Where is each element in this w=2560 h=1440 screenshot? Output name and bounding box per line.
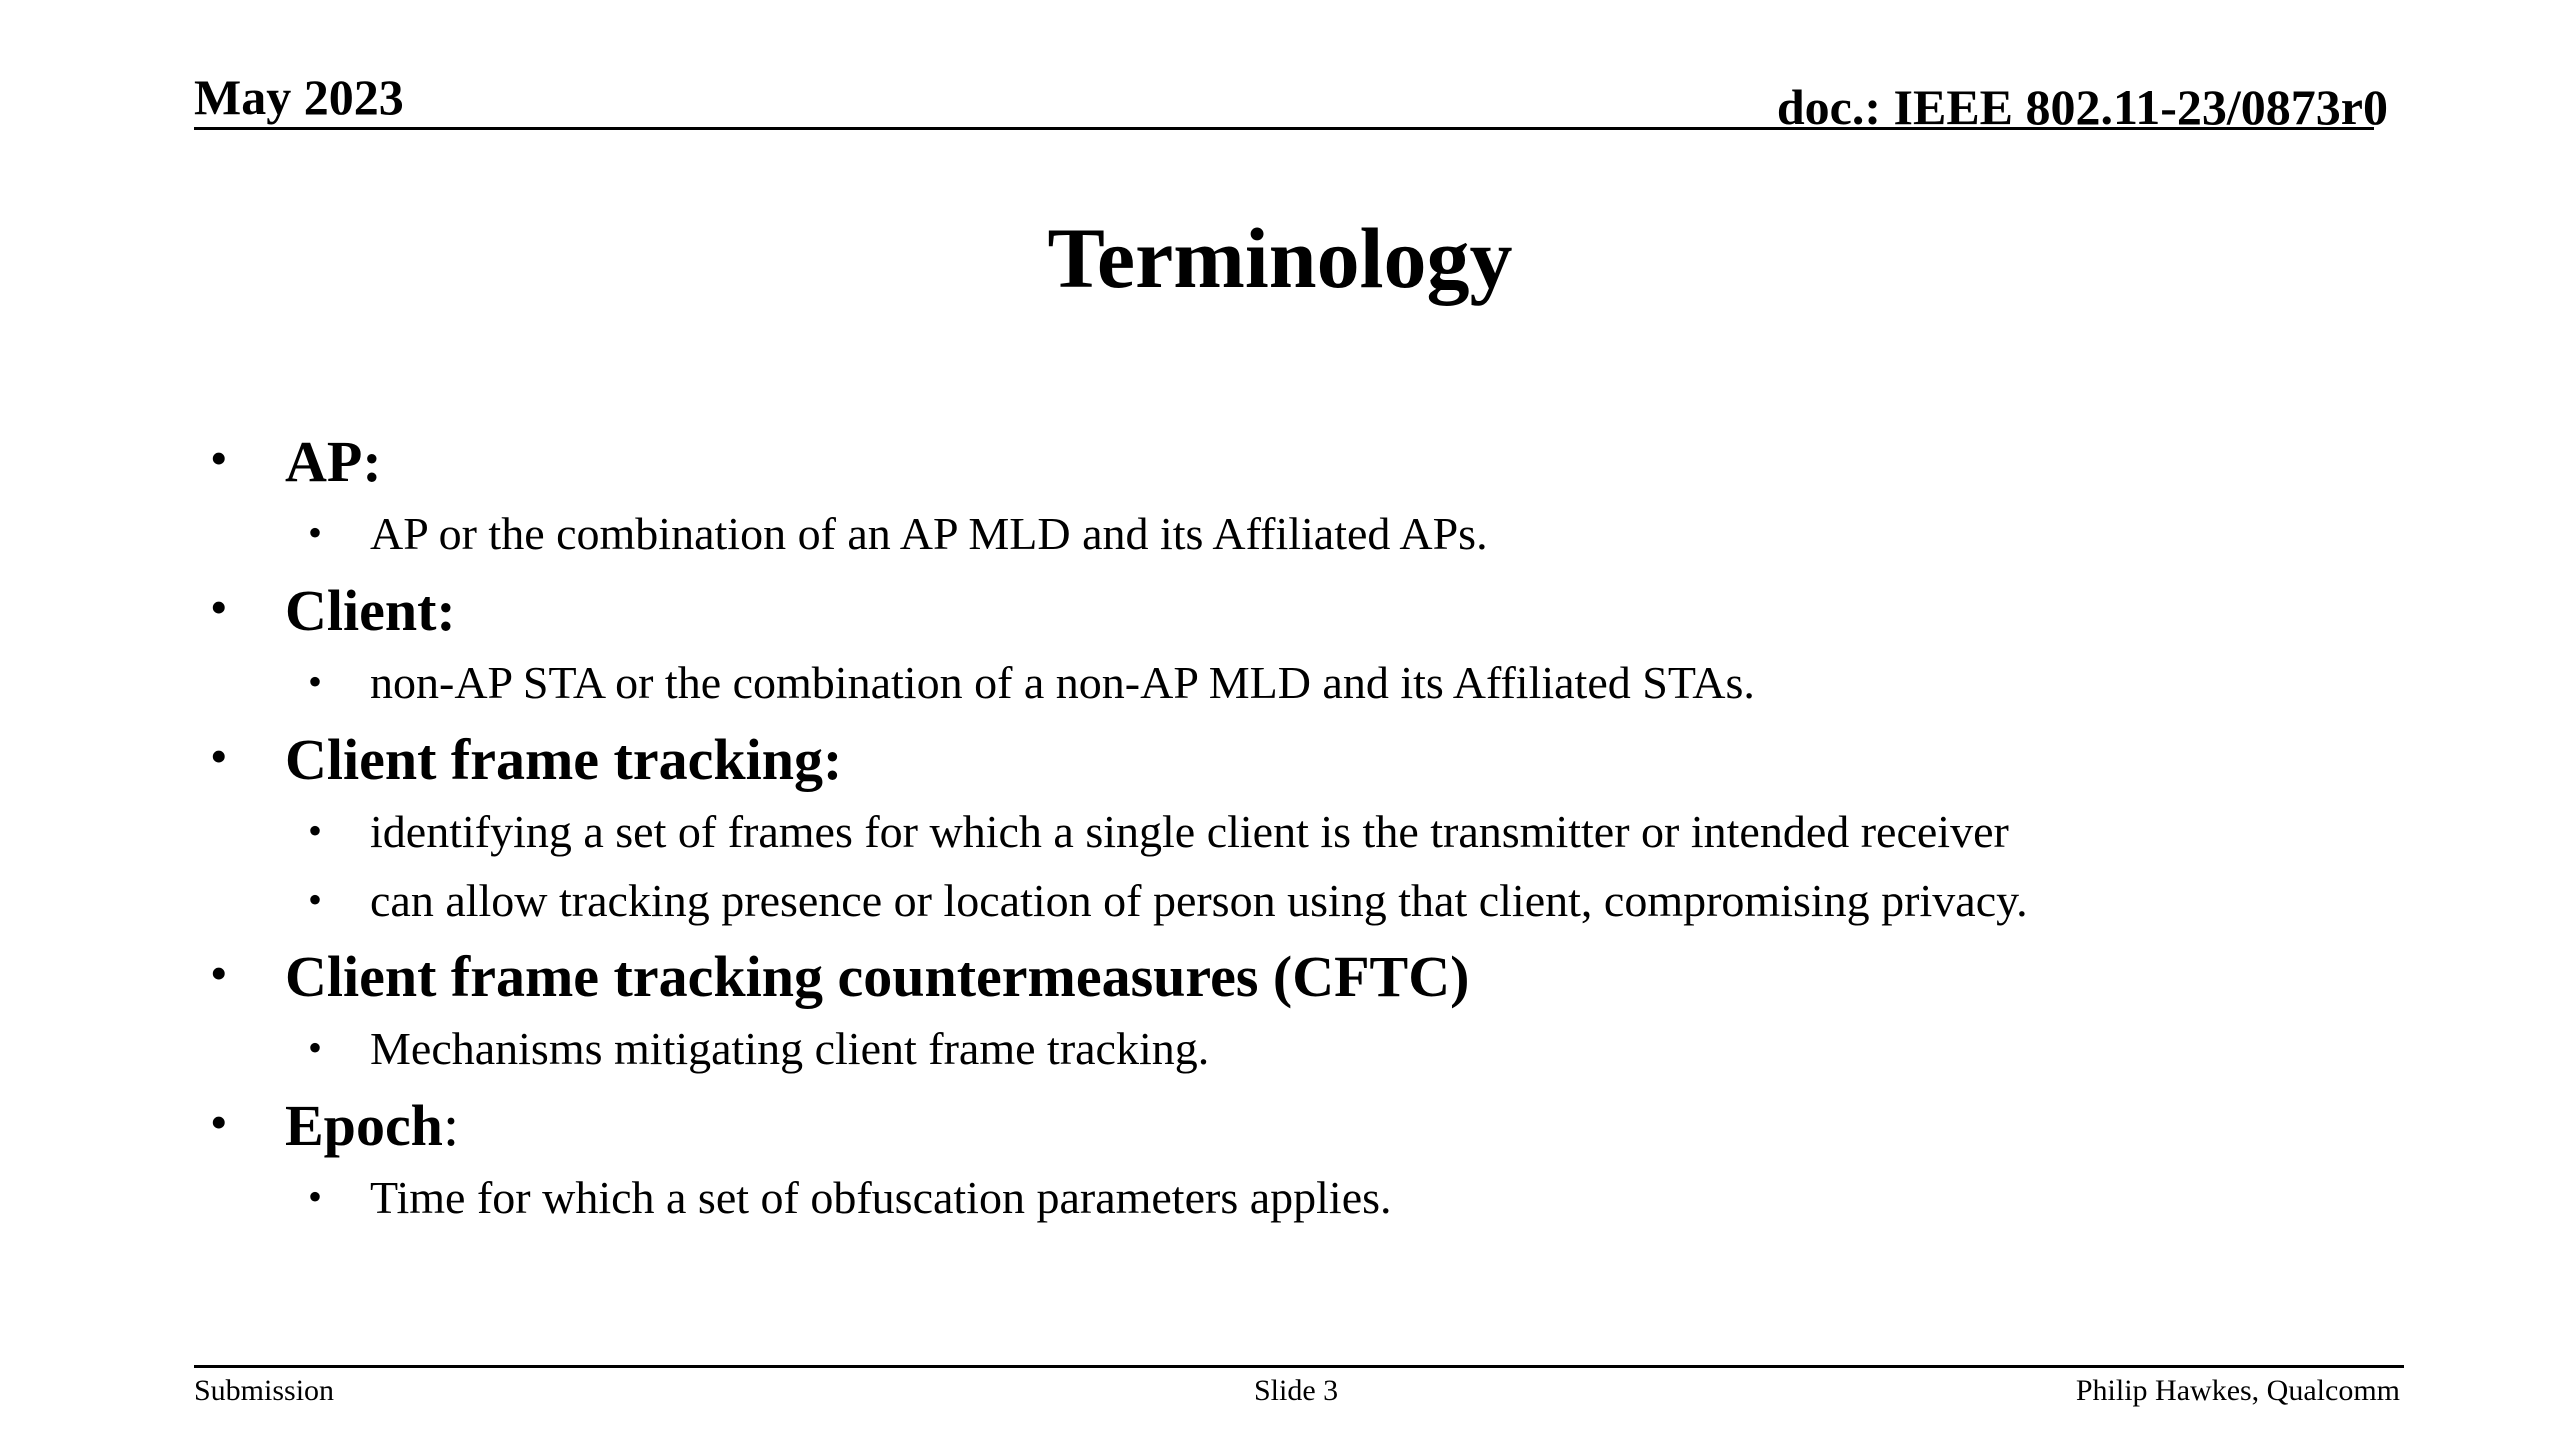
definition-text: can allow tracking presence or location of person using that client, compromising privacy. (370, 875, 2028, 926)
term-label: AP: (285, 429, 382, 494)
bullet-icon: • (308, 877, 323, 922)
footer-rule (194, 1365, 2404, 1368)
footer-author: Philip Hawkes, Qualcomm (2075, 1374, 2400, 1407)
bullet-icon: • (210, 430, 228, 486)
term-label: Client frame tracking countermeasures (CFTC) (285, 944, 1470, 1009)
bullet-icon: • (308, 1025, 323, 1070)
bullet-icon: • (210, 728, 228, 784)
term-label: Client frame tracking: (285, 727, 843, 792)
definition-text: Time for which a set of obfuscation parameters applies. (370, 1172, 1392, 1223)
bullet-icon: • (210, 945, 228, 1001)
header-date: May 2023 (194, 69, 404, 125)
bullet-icon: • (308, 1174, 323, 1219)
bullet-icon: • (308, 659, 323, 704)
definition-text: AP or the combination of an AP MLD and its Affiliated APs. (370, 508, 1488, 559)
bullet-icon: • (308, 510, 323, 555)
bullet-icon: • (210, 1094, 228, 1150)
term-label: Epoch (285, 1093, 443, 1158)
bullet-icon: • (308, 808, 323, 853)
bullet-icon: • (210, 579, 228, 635)
definition-text: identifying a set of frames for which a single client is the transmitter or intended receiver (370, 806, 2009, 857)
definition-text: Mechanisms mitigating client frame tracking. (370, 1023, 1210, 1074)
term-label: Client: (285, 578, 456, 643)
footer-slide-number: Slide 3 (1254, 1374, 1339, 1407)
footer-submission: Submission (194, 1374, 335, 1407)
header-doc-id: doc.: IEEE 802.11-23/0873r0 (1776, 79, 2388, 135)
slide-title: Terminology (1047, 210, 1513, 306)
definition-text: non-AP STA or the combination of a non-AP MLD and its Affiliated STAs. (370, 657, 1755, 708)
term-suffix: : (442, 1093, 460, 1158)
